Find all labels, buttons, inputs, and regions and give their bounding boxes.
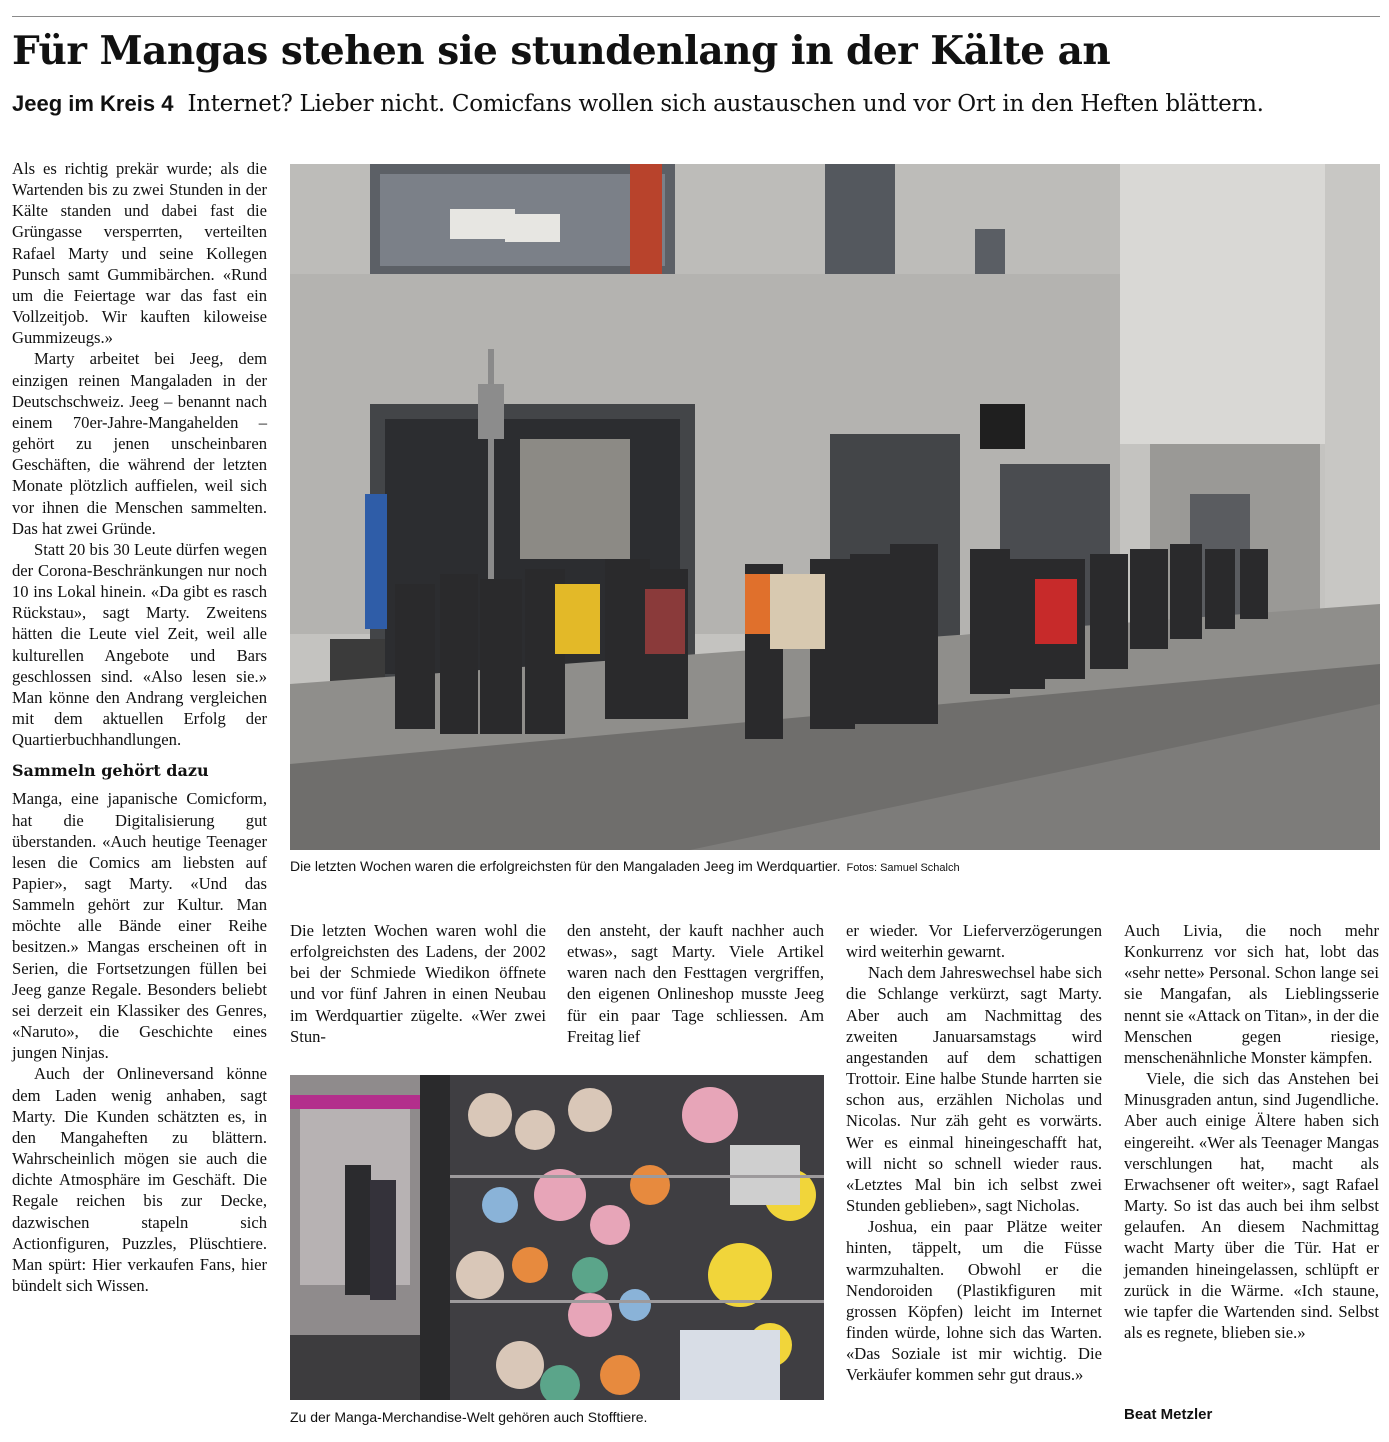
paragraph: Als es richtig prekär wurde; als die Wartenden bis zu zwei Stunden in der Kälte standen und dabei fast die Grüngasse versperrten, verteilten Rafael Marty und seine Kollegen Punsch samt Gummibärchen. «Rund um die Feiertage war das fast ein Vollzeitjob. Wir kauften kiloweise Gummizeugs.» [12,159,267,348]
subheading: Sammeln gehört dazu [12,761,209,781]
headline: Für Mangas stehen sie stundenlang in der Kälte an [12,28,1111,74]
caption-text: Die letzten Wochen waren die erfolgreichsten für den Mangaladen Jeeg im Werdquartier. [290,858,841,874]
paragraph: Marty arbeitet bei Jeeg, dem einzigen reinen Mangaladen in der Deutschschweiz. Jeeg – benannt nach einem 70er-Jahre-Mangahelden – gehört zu jenen unscheinbaren Geschäften, die während der letzten Monate plötzlich auffielen, weil sich vor ihnen die Menschen sammelten. Das hat zwei Gründe. [12,349,267,538]
top-rule [12,16,1380,17]
text-column-2 [290,920,546,1047]
paragraph: er wieder. Vor Lieferverzögerungen wird weiterhin gewarnt. [846,921,1102,962]
second-photo-illustration [290,1075,824,1400]
paragraph: Joshua, ein paar Plätze weiter hinten, täppelt, um die Füsse warmzuhalten. Obwohl er die Nendoroiden (Plastikfiguren mit grossen Köpfen) leicht im Internet finden würde, lohne sich das Warten. «Das Soziale ist mir wichtig. Die Verkäufer kommen sehr gut draus.» [846,1217,1102,1385]
paragraph: Auch Livia, die noch mehr Konkurrenz vor sich hat, lobt das «sehr nette» Personal. Schon lange sei sie Mangafan, als Lieblingsserie nennt sie «Attack on Titan», in der die Menschen gegen riesige, menschenähnliche Monster kämpfen. [1124,921,1379,1067]
paragraph: den ansteht, der kauft nachher auch etwas», sagt Marty. Viele Artikel waren nach den Festtagen vergriffen, den eigenen Onlineshop musste Jeeg für ein paar Tage schliessen. Am Freitag lief [567,921,824,1046]
main-photo [290,164,1380,850]
paragraph: Viele, die sich das Anstehen bei Minusgraden antun, sind Jugendliche. Aber auch einige Ältere haben sich eingereiht. «Wer als Teenager Mangas verschlungen hat, macht als Erwachsener oft weiter», sagt Rafael Marty. So ist das auch bei ihm selbst gelaufen. An diesem Nachmittag wacht Marty über die Tür. Hat er jemanden hineingelassen, schlüpft er zurück in die Wärme. «Ich staune, wie tapfer die Wartenden sind. Selbst als es regnete, blieben sie.» [1124,1069,1379,1342]
main-photo-caption [290,858,960,874]
paragraph: Nach dem Jahreswechsel habe sich die Schlange verkürzt, sagt Marty. Aber auch am Nachmittag des zweiten Januarsamstags wird angestanden auf dem schattigen Trottoir. Eine halbe Stunde harrten sie schon aus, erzählen Nicholas und Nicolas. Nur zäh geht es vorwärts. Wer es einmal hineingeschafft hat, will nicht so schnell wieder raus. «Letztes Mal bin ich selbst zwei Stunden geblieben», sagt Nicholas. [846,963,1102,1216]
subline [12,86,1382,125]
text-column-1 [12,158,267,1296]
text-column-4 [846,920,1102,1385]
second-photo [290,1075,824,1400]
paragraph: Manga, eine japanische Comicform, hat die Digitalisierung gut überstanden. «Auch heutige Teenager lesen die Comics am liebsten auf Papier», sagt Marty. «Und das Sammeln gehört zur Kultur. Man möchte alle Bände einer Reihe besitzen.» Mangas erscheinen oft in Serien, die Fortsetzungen füllen bei Jeeg ganze Regale. Besonders beliebt sei derzeit ein Klassiker des Genres, «Naruto», die Geschichte eines jungen Ninjas. [12,789,267,1063]
text-column-5 [1124,920,1379,1343]
author-byline: Beat Metzler [1124,1406,1213,1423]
main-photo-illustration [290,164,1380,850]
paragraph: Die letzten Wochen waren wohl die erfolgreichsten des Ladens, der 2002 bei der Schmiede Wiedikon öffnete und vor fünf Jahren in einen Neubau im Werdquartier zügelte. «Wer zwei Stun- [290,921,546,1046]
kicker: Jeeg im Kreis 4 [12,91,174,116]
paragraph: Statt 20 bis 30 Leute dürfen wegen der Corona-Beschränkungen nur noch 10 ins Lokal hinein. «Da gibt es rasch Rückstau», sagt Marty. Zweitens hätten die Leute viel Zeit, weil alle kulturellen Angebote und Bars geschlossen sind. «Also lesen sie.» Man könne den Andrang vergleichen mit dem aktuellen Erfolg der Quartierbuchhandlungen. [12,539,267,750]
photo-credit: Fotos: Samuel Schalch [846,862,960,874]
text-column-3 [567,920,824,1047]
paragraph: Auch der Onlineversand könne dem Laden wenig anhaben, sagt Marty. Die Kunden schätzten es, in den Mangaheften zu blättern. Wahrscheinlich mögen sie auch die dichte Atmosphäre im Geschäft. Die Regale reichen bis zur Decke, dazwischen stapeln sich Actionfiguren, Puzzles, Plüschtiere. Man spürt: Hier verkaufen Fans, hier bündelt sich Wissen. [12,1064,267,1295]
second-photo-caption: Zu der Manga-Merchandise-Welt gehören auch Stofftiere. [290,1409,648,1425]
lead-text: Internet? Lieber nicht. Comicfans wollen sich austauschen und vor Ort in den Heften blättern. [187,91,1264,117]
